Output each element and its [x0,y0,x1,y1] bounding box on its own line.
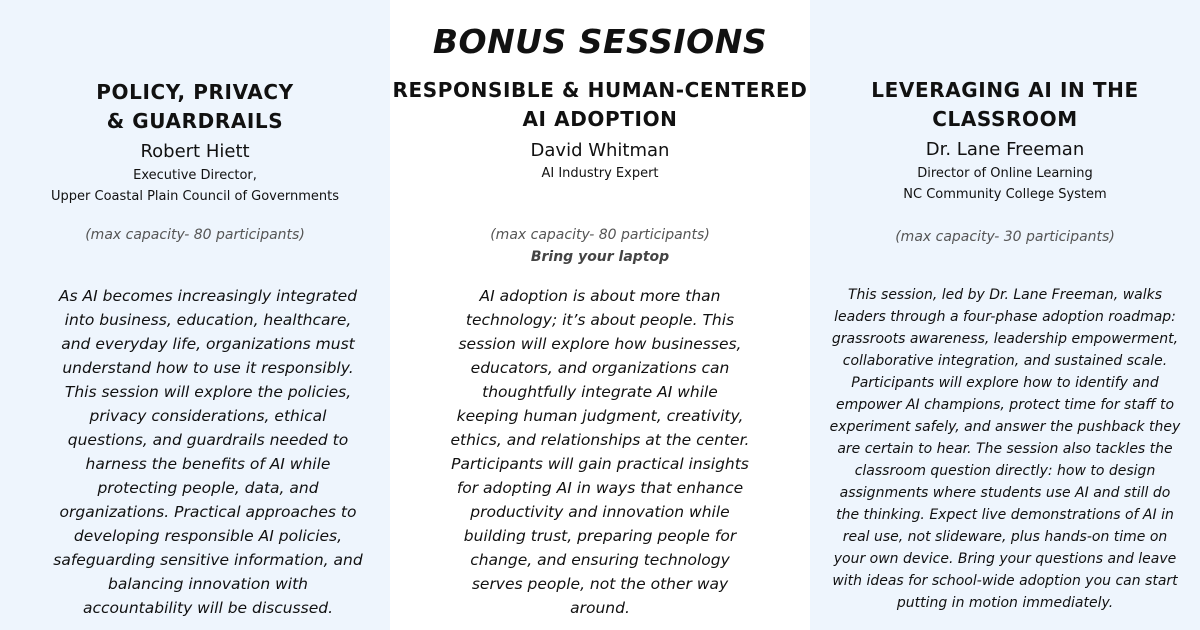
session-card-adoption [390,0,810,630]
session-title-line1: LEVERAGING AI IN THE [871,78,1139,102]
bring-laptop-note: Bring your laptop [530,249,670,265]
speaker-role: AI Industry Expert [541,166,659,181]
capacity-note: (max capacity- 80 participants) [490,227,710,243]
speaker-name: David Whitman [530,140,670,161]
speaker-role-line2: Upper Coastal Plain Council of Governments [51,189,339,204]
speaker-role-line2: NC Community College System [903,187,1107,202]
session-title [810,76,1200,134]
session-title [0,78,390,136]
speaker-name: Robert Hiett [140,141,250,162]
session-title-line2: & GUARDRAILS [106,109,284,133]
session-title [390,76,810,134]
session-title-line2: AI ADOPTION [522,107,678,131]
speaker-role-line1: Director of Online Learning [917,166,1093,181]
session-card-policy [0,0,390,630]
speaker-role [0,165,390,207]
session-title-line1: POLICY, PRIVACY [96,80,294,104]
speaker-role [810,163,1200,205]
session-description: As AI becomes increasingly integrated into business, education, healthcare, and everyday life, organizations must understand how to use it responsibly. This session will explore the policies, privacy considerations, ethical questions, and guardrails needed to harness the benefits of AI while protecting people, data, and organizations. Practical approaches to developing responsible AI policies, safeguarding sensitive information, and balancing innovation with accountability will be discussed. [53,287,363,617]
session-description: AI adoption is about more than technology; it’s about people. This session will explore how businesses, educators, and organizations can thoughtfully integrate AI while keeping human judgment, creativity, ethics, and relationships at the center. Participants will gain practical insights for adopting AI in ways that enhance productivity and innovation while building trust, preparing people for change, and ensuring technology serves people, not the other way around. [450,287,750,617]
capacity-note: (max capacity- 30 participants) [895,229,1115,245]
session-title-line1: RESPONSIBLE & HUMAN-CENTERED [392,78,808,102]
session-title-line2: CLASSROOM [932,107,1078,131]
speaker-name: Dr. Lane Freeman [925,139,1085,160]
session-description: This session, led by Dr. Lane Freeman, walks leaders through a four-phase adoption roadmap: grassroots awareness, leadership empowerment, collaborative integration, and sustained scale. Participants will explore how to identify and empower AI champions, protect time for staff to experiment safely, and answer the pushback they are certain to hear. The session also tackles the classroom question directly: how to design assignments where students use AI and still do the thinking. Expect live demonstrations of AI in real use, not slideware, plus hands-on time on your own device. Bring your questions and leave with ideas for school-wide adoption you can start putting in motion immediately. [829,287,1181,611]
speaker-role-line1: Executive Director, [133,168,257,183]
page-title: BONUS SESSIONS [432,22,768,61]
capacity-note: (max capacity- 80 participants) [85,227,305,243]
session-card-classroom [810,0,1200,630]
